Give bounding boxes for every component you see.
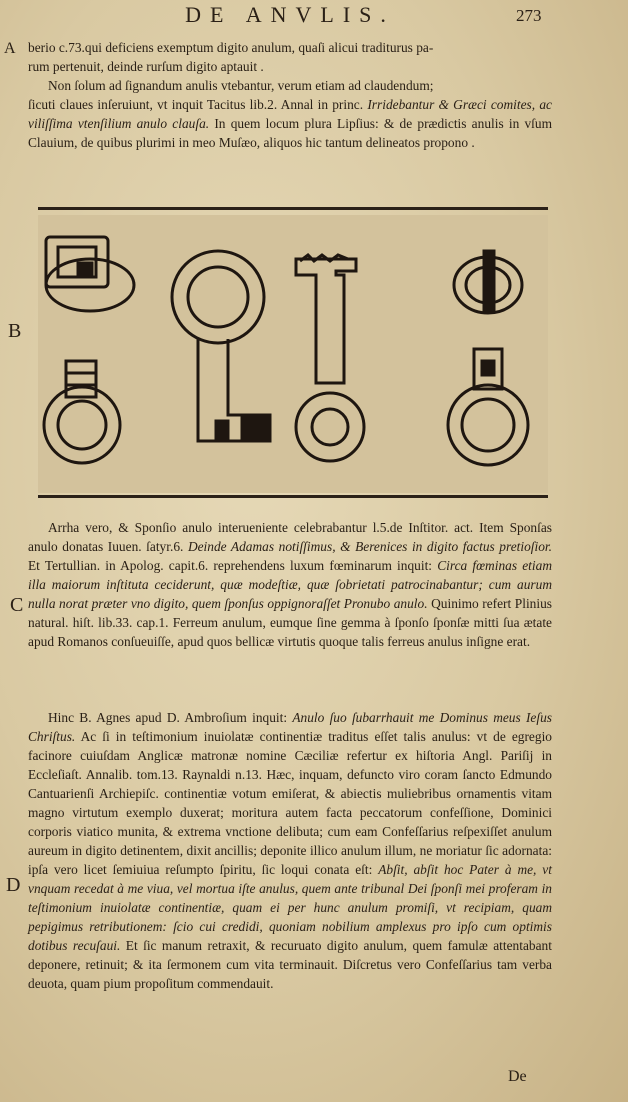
margin-letter-b: B bbox=[8, 320, 22, 342]
agnes-paragraph bbox=[28, 708, 552, 993]
margin-letter-d: D bbox=[6, 874, 21, 896]
text-line: ſicuti claues inſeruiunt, vt inquit Tacitus lib.2. Annal in princ. Irridebantur & Græci comites, ac viliſſima vtenſilium anulo clauſa. In quem locum plura Lipſius: & de prædictis anulis in vſum Clauium, de quibus plurimi in meo Muſæo, aliquos hic tantum delineatos propono . bbox=[28, 97, 553, 150]
catchword: De bbox=[508, 1068, 527, 1085]
key-ring-2 bbox=[44, 361, 120, 463]
agnes-quote: Anulo ſuo ſubarrhauit me Dominus meus Ieſus Chriſtus. bbox=[28, 710, 552, 744]
large-key bbox=[172, 251, 270, 441]
margin-letter-a: A bbox=[4, 40, 16, 57]
tacitus-quote: Irridebantur & Græci comites, ac viliſſima vtenſilium anulo clauſa. bbox=[28, 97, 552, 131]
bit-key bbox=[296, 255, 364, 461]
paragraph: Arrha vero, & Sponſio anulo interueniente celebrabantur l.5.de Inſtitor. act. Item Sponſas anulo donatas Iuuen. ſatyr.6. Deinde Adamas notiſſimus, & Berenices in digito factus pretioſior. Et Tertullian. in Apolog. capit.6. reprehendens luxum fœminarum inquit: Circa fœminas etiam illa maiorum inſtituta ceciderunt, quæ modeſtiæ, quæ ſobrietati patrocinabantur; cum aurum nulla norat præter vno digito, quem ſponſus oppignoraſſet Pronubo anulo. Quinimo refert Plinius natural. hiſt. lib.33. cap.1. Ferreum anulum, eumque ſine gemma à ſponſo ſponſæ mitti ſua ætate apud Romanos conſueuiſſe, apud quos bellicæ virtutis quoque talis ferreus anulus inſigne erat. bbox=[28, 520, 552, 649]
tertullian-quote: Circa fœminas etiam illa maiorum inſtituta ceciderunt, quæ modeſtiæ, quæ ſobrietati patrocinabantur; cum aurum nulla norat præter vno digito, quem ſponſus oppignoraſſet Pronubo anulo. bbox=[28, 558, 552, 611]
engraving-image bbox=[38, 215, 548, 493]
text-line: rum pertenuit, deinde rurſum digito aptauit . bbox=[28, 59, 264, 74]
paragraph: Hinc B. Agnes apud D. Ambroſium inquit: Anulo ſuo ſubarrhauit me Dominus meus Ieſus Chriſtus. Ac ſi in teſtimonium inuiolatæ continentiæ traditus eſſet talis anulus: vt de egregio facinore cuiuſdam Anglicæ matronæ nomine Cæciliæ refertur ex hiſtoria Angl. Pariſij in Eccleſiaſt. Annalib. tom.13. Raynaldi n.13. Hæc, inquam, defuncto viro coram ſancto Edmundo Cantuarienſi Archiepiſc. continentiæ votum emiſerat, & abiectis muliebribus ornamentis vitam magno virtutum exemplo duxerat; moritura autem facta peccatorum confeſſione, Dominici corporis viatico munita, & extrema vnctione delibuta; cum eam Confeſſarius reſpexiſſet anulum aureum in digito detinentem, dixit ancillis; deponite illico anulum illum, ne moriatur ſic adornata: ipſa vero licet ſemiuiua reſumpto ſpiritu, ſic loqui conata eſt: Abſit, abſit hoc Pater à me, vt vnquam recedat à me viua, vel mortua iſte anulus, quem ante tribunal Dei ſponſi mei proferam in teſtimonium inuiolatæ continentiæ, quam ei per hunc anulum promiſi, vt recipiam, quam pepigimus retributionem: ſcio cui credidi, quoniam nobilium amplexus pro ipſo cum optimis dotibus recuſaui. Et ſic manum retraxit, & recuruato digito anulum, quem famulæ attentabant deponere, retinuit; & ita ſermonem cum vita terminauit. Diſcretus vero Confeſſarius tam verba deuota, quam pium propoſitum commendauit. bbox=[28, 710, 552, 991]
caecilia-quote: Abſit, abſit hoc Pater à me, vt vnquam recedat à me viua, vel mortua iſte anulus, quem ante tribunal Dei ſponſi mei proferam in teſtimonium inuiolatæ continentiæ, quam ei per hunc anulum promiſi, vt recipiam, quam pepigimus retributionem: ſcio cui credidi, quoniam nobilium amplexus pro ipſo cum optimis dotibus recuſaui. bbox=[28, 862, 552, 953]
text-line: Non ſolum ad ſignandum anulis vtebantur, verum etiam ad claudendum; bbox=[48, 78, 434, 93]
text-line: berio c.73.qui deficiens exemptum digito anulum, quaſi alicui traditurus pa- bbox=[28, 40, 434, 55]
page-number: 273 bbox=[516, 6, 542, 25]
margin-letter-c: C bbox=[10, 594, 24, 616]
key-ring-4 bbox=[448, 349, 528, 465]
key-ring-1 bbox=[46, 237, 134, 311]
juvenal-quote: Deinde Adamas notiſſimus, & Berenices in digito factus pretioſior. bbox=[187, 539, 552, 554]
plate-bottom-rule bbox=[38, 495, 548, 498]
arrha-paragraph bbox=[28, 518, 552, 651]
top-text bbox=[28, 38, 552, 152]
key-ring-3 bbox=[454, 251, 522, 313]
running-title: DE ANVLIS. bbox=[185, 2, 395, 27]
plate-top-rule bbox=[38, 207, 548, 210]
key-rings-engraving bbox=[38, 215, 548, 493]
